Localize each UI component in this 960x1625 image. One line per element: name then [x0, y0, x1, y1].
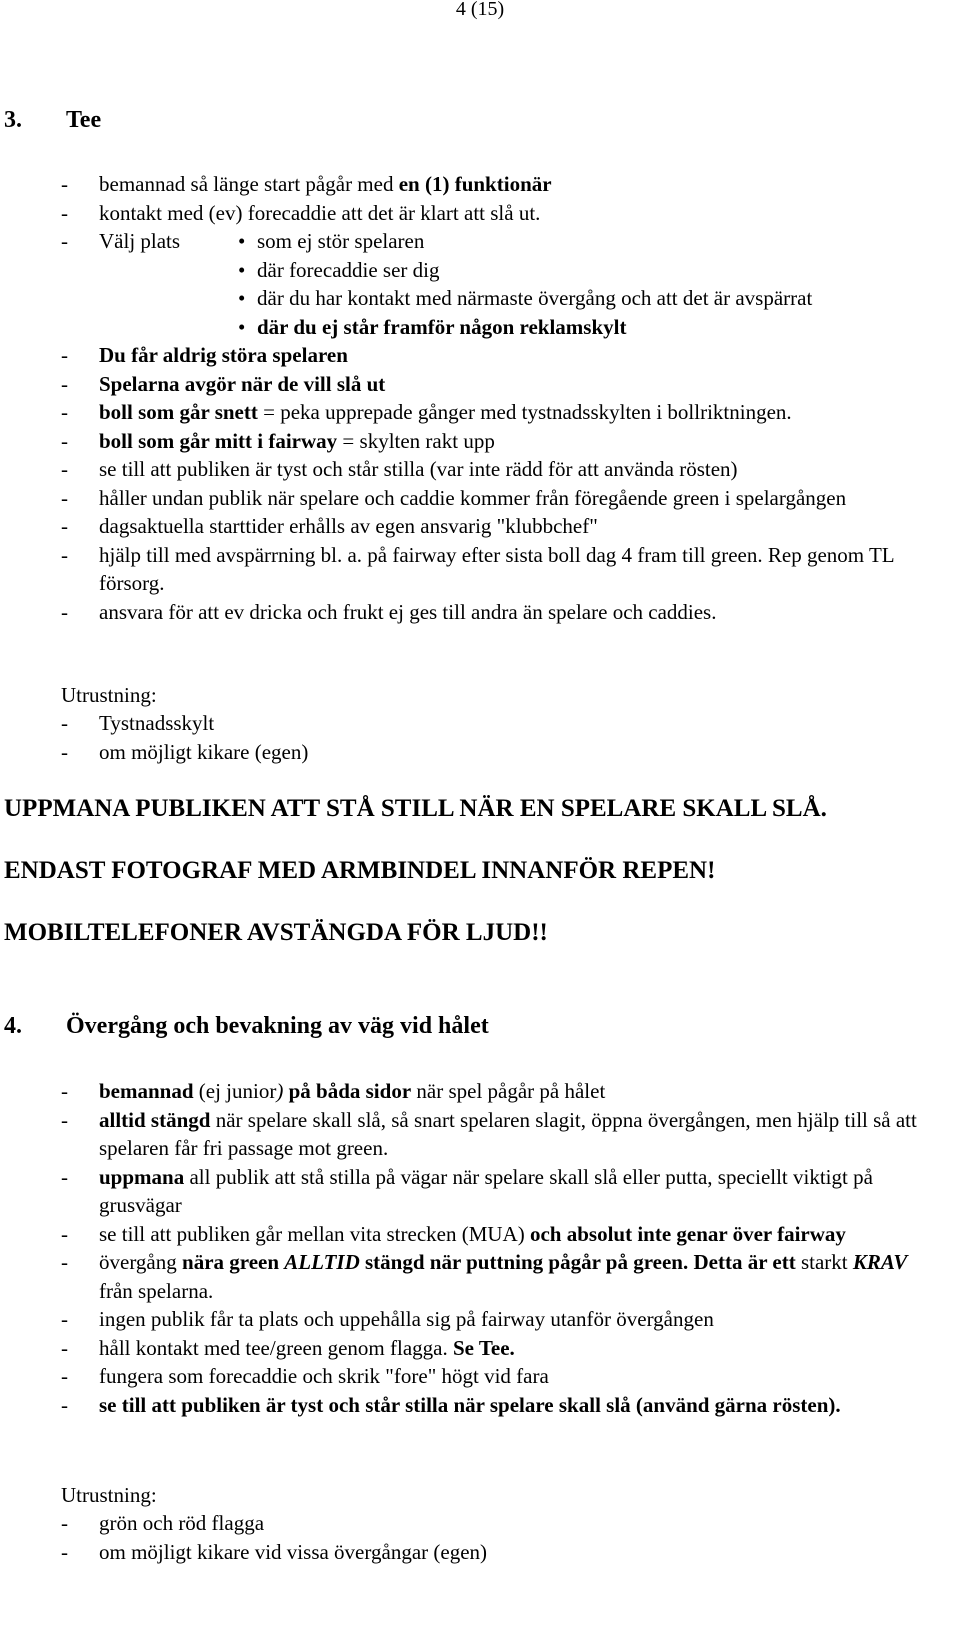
- list-dash: -: [61, 229, 68, 253]
- item-text-bold: nära green: [182, 1250, 285, 1274]
- item-text: = peka upprepade gånger med tystnadsskylten i bollriktningen.: [257, 400, 792, 424]
- item-text: bemannad så länge start pågår med: [99, 172, 399, 196]
- equipment-heading: Utrustning:: [61, 683, 157, 707]
- crossing-duties-list: [0, 1077, 950, 1419]
- item-text: när spelare skall slå, så snart spelaren slagit, öppna övergången, men hjälp till så att spelaren får fri passage mot green.: [99, 1107, 917, 1160]
- list-dash: -: [61, 599, 68, 624]
- list-dash: -: [61, 172, 68, 196]
- list-item: [0, 427, 950, 456]
- item-text: övergång: [99, 1250, 183, 1274]
- list-dash: -: [61, 1221, 68, 1246]
- item-text-bold: stängd när puttning pågår på green. Detta är ett: [359, 1250, 796, 1274]
- list-dash: -: [61, 371, 68, 396]
- list-item: [0, 1509, 950, 1538]
- list-item: [0, 1077, 950, 1106]
- item-text: från spelarna.: [99, 1278, 214, 1303]
- list-item: [0, 1163, 950, 1220]
- list-item: [0, 1220, 950, 1249]
- notice-line: UPPMANA PUBLIKEN ATT STÅ STILL NÄR EN SPELARE SKALL SLÅ.: [4, 795, 827, 822]
- list-item-choose-place: [0, 227, 950, 256]
- list-item: [0, 484, 950, 513]
- list-item: [0, 199, 950, 228]
- list-dash: -: [61, 1250, 68, 1274]
- list-item: [0, 1334, 950, 1363]
- list-item: [0, 170, 950, 199]
- bullet-icon: •: [238, 229, 246, 253]
- item-label: Välj plats: [99, 229, 181, 253]
- item-text: se till att publiken är tyst och står stilla (var inte rädd för att använda rösten): [99, 457, 738, 481]
- sub-item-text: där du har kontakt med närmaste övergång och att det är avspärrat: [257, 286, 813, 310]
- sub-item-text: som ej stör spelaren: [257, 229, 425, 253]
- list-item: [0, 1362, 950, 1391]
- item-text-bold: bemannad: [99, 1079, 194, 1103]
- item-text: när spel pågår på hålet: [411, 1079, 606, 1103]
- item-text: ansvara för att ev dricka och frukt ej ges till andra än spelare och caddies.: [99, 599, 717, 624]
- item-text: fungera som forecaddie och skrik "fore" högt vid fara: [99, 1364, 549, 1388]
- tee-duties-list: [0, 170, 950, 626]
- list-dash: -: [61, 1307, 68, 1331]
- item-text: ingen publik får ta plats och uppehålla sig på fairway utanför övergången: [99, 1307, 714, 1331]
- list-dash: -: [61, 1335, 68, 1360]
- item-text-bold-italic: ALLTID: [284, 1250, 360, 1274]
- sub-item-text: där forecaddie ser dig: [257, 257, 440, 282]
- item-text: håll kontakt med tee/green genom flagga.: [99, 1335, 453, 1360]
- list-dash: -: [61, 343, 68, 367]
- bullet-icon: •: [238, 257, 246, 282]
- list-item: [0, 1248, 950, 1305]
- sub-item: [0, 256, 950, 285]
- item-text: dagsaktuella starttider erhålls av egen ansvarig "klubbchef": [99, 514, 598, 538]
- item-text-italic: ): [276, 1079, 284, 1103]
- list-item: [0, 598, 950, 627]
- section-heading-tee: [4, 106, 101, 135]
- list-dash: -: [61, 1392, 68, 1417]
- list-dash: -: [61, 428, 68, 453]
- item-text: grön och röd flagga: [99, 1511, 265, 1535]
- list-dash: -: [61, 711, 68, 735]
- item-text: starkt: [795, 1250, 853, 1274]
- item-text-bold: Spelarna avgör när de vill slå ut: [99, 371, 386, 396]
- list-item: [0, 455, 950, 484]
- section-title: Tee: [66, 107, 102, 133]
- list-item: [0, 1106, 950, 1163]
- item-text: (ej junior: [193, 1079, 277, 1103]
- list-item: [0, 1538, 950, 1567]
- bullet-icon: •: [238, 286, 246, 310]
- section-number: 3.: [4, 107, 22, 133]
- list-item: [0, 370, 950, 399]
- item-text: Tystnadsskylt: [99, 711, 215, 735]
- item-text: = skylten rakt upp: [337, 428, 495, 453]
- list-item: [0, 1391, 950, 1420]
- item-text-bold: Du får aldrig störa spelaren: [99, 343, 348, 367]
- notice-line: MOBILTELEFONER AVSTÄNGDA FÖR LJUD!!: [4, 919, 548, 946]
- list-dash: -: [61, 485, 68, 510]
- section-title: Övergång och bevakning av väg vid hålet: [66, 1013, 489, 1039]
- item-text-bold-italic: KRAV: [852, 1250, 908, 1274]
- item-text: kontakt med (ev) forecaddie att det är klart att slå ut.: [99, 200, 541, 225]
- item-text-bold: på båda sidor: [283, 1079, 412, 1103]
- sub-item: [0, 313, 950, 342]
- sub-item-text-bold: där du ej står framför någon reklamskylt: [257, 314, 627, 339]
- item-text: hjälp till med avspärrning bl. a. på fairway efter sista boll dag 4 fram till green. Rep genom TL försorg.: [99, 542, 894, 595]
- item-text-bold: en (1) funktionär: [398, 172, 552, 196]
- item-text-bold: alltid stängd: [99, 1107, 211, 1132]
- item-text: om möjligt kikare (egen): [99, 739, 309, 764]
- list-item: [0, 341, 950, 370]
- list-dash: -: [61, 1364, 68, 1388]
- list-item: [0, 541, 950, 598]
- bullet-icon: •: [238, 314, 246, 339]
- list-dash: -: [61, 514, 68, 538]
- item-text: se till att publiken går mellan vita strecken (MUA): [99, 1221, 530, 1246]
- list-item: [0, 398, 950, 427]
- equipment-heading: Utrustning:: [61, 1483, 157, 1507]
- notice-line: ENDAST FOTOGRAF MED ARMBINDEL INNANFÖR REPEN!: [4, 857, 716, 884]
- item-text: håller undan publik när spelare och caddie kommer från föregående green i spelargången: [99, 485, 847, 510]
- list-item: [0, 709, 950, 738]
- list-item: [0, 1305, 950, 1334]
- list-dash: -: [61, 200, 68, 225]
- list-dash: -: [61, 1079, 68, 1103]
- item-text-bold: boll som går mitt i fairway: [99, 428, 338, 453]
- list-dash: -: [61, 1164, 68, 1189]
- item-text-bold: se till att publiken är tyst och står stilla när spelare skall slå (använd gärna rösten).: [99, 1392, 841, 1417]
- item-text: om möjligt kikare vid vissa övergångar (egen): [99, 1539, 488, 1564]
- item-text-bold: boll som går snett: [99, 400, 258, 424]
- list-item: [0, 512, 950, 541]
- list-dash: -: [61, 1539, 68, 1564]
- item-text-bold: och absolut inte genar över fairway: [529, 1221, 846, 1246]
- list-dash: -: [61, 457, 68, 481]
- item-text-bold: uppmana: [99, 1164, 185, 1189]
- section-number: 4.: [4, 1013, 22, 1039]
- page-number: 4 (15): [455, 0, 505, 20]
- item-text-bold: Se Tee.: [452, 1335, 515, 1360]
- list-dash: -: [61, 542, 68, 567]
- equipment-list: [0, 1509, 950, 1566]
- item-text: all publik att stå stilla på vägar när spelare skall slå eller putta, speciellt viktigt på grusvägar: [99, 1164, 873, 1217]
- list-dash: -: [61, 400, 68, 424]
- list-dash: -: [61, 1511, 68, 1535]
- sub-item: [0, 284, 950, 313]
- section-heading-crossing: [4, 1012, 489, 1041]
- equipment-list: [0, 709, 950, 766]
- list-dash: -: [61, 739, 68, 764]
- list-dash: -: [61, 1107, 68, 1132]
- list-item: [0, 738, 950, 767]
